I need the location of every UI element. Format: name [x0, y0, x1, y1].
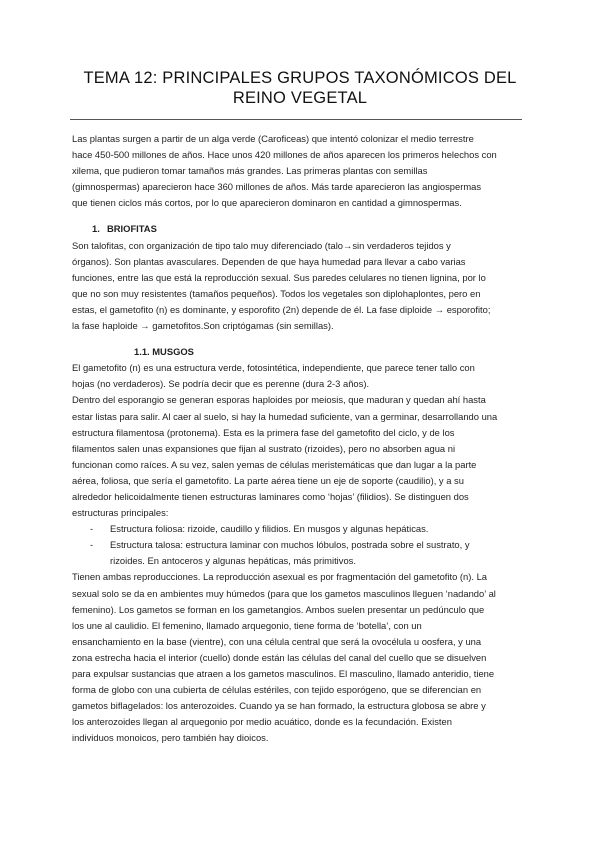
text-line: El gametofito (n) es una estructura verde, fotosintética, independiente, que parece tener tallo con: [72, 362, 475, 374]
text-line: zona estrecha hacia el interior (cuello) donde están las células del canal del cuello que se disuelven: [72, 651, 487, 663]
intro-paragraph: [72, 131, 530, 211]
title-divider: [70, 119, 522, 120]
page-title: [70, 68, 530, 108]
section-title: BRIOFITAS: [107, 223, 157, 235]
text-line: sexual solo se da en ambientes muy húmedos (para que los gametos masculinos lleguen ‘nadando’ al: [72, 587, 496, 599]
text-line: estructura filamentosa (protonema). Esta es la primera fase del gametofito del ciclo, y de los: [72, 426, 455, 438]
subsection-heading-musgos: 1.1. MUSGOS: [134, 346, 194, 358]
text-line: órganos). Son plantas avasculares. Dependen de que haya humedad para llevar a cabo varias: [72, 255, 466, 267]
briofitas-paragraph: [72, 238, 530, 335]
text-line: Estructura foliosa: rizoide, caudillo y filidios. En musgos y algunas hepáticas.: [110, 523, 429, 535]
text-line: estas, el gametofito (n) es dominante, y esporofito (2n) depende de él. La fase diploide → esporofito;: [72, 303, 491, 315]
text-line: los une al caulidio. El femenino, llamado arquegonio, tiene forma de ‘botella’, con un: [72, 619, 422, 631]
text-line: hojas (no verdaderos). Se podría decir que es perenne (dura 2-3 años).: [72, 378, 370, 390]
text-line: funcionan como raíces. A su vez, salen yemas de células meristemáticas que dan lugar a la parte: [72, 458, 477, 470]
text-line: la fase haploide → gametofitos.Son criptógamas (sin semillas).: [72, 320, 334, 332]
title-line: REINO VEGETAL: [232, 89, 368, 107]
text-line: ensanchamiento en la base (vientre), con una célula central que será la ovocélula u oosfera, y una: [72, 635, 482, 647]
title-line: TEMA 12: PRINCIPALES GRUPOS TAXONÓMICOS DEL: [83, 69, 517, 87]
text-line: xilema, que pudieron tomar tamaños más grandes. Las primeras plantas con semillas: [72, 165, 428, 177]
text-line: (gimnospermas) aparecieron hace 360 millones de años. Más tarde aparecieron las angiospermas: [72, 181, 482, 193]
text-line: individuos monoicos, pero también hay dioicos.: [72, 732, 269, 744]
text-line: Son talofitas, con organización de tipo talo muy diferenciado (talo→sin verdaderos tejidos y: [72, 239, 451, 251]
text-line: para expulsar sustancias que atraen a los gametos masculinos. El masculino, llamado anteridio, tiene: [72, 668, 495, 679]
text-line: los anterozoides llegan al arquegonio por medio acuático, donde es la fecundación. Existen: [72, 716, 452, 728]
text-line: alrededor helicoidalmente tienen estructuras laminares como ‘hojas’ (filidios). Se distinguen dos: [72, 490, 469, 502]
musgos-paragraph-a: [72, 360, 530, 521]
text-line: que tienen ciclos más cortos, por lo que aparecieron dominaron en cantidad a gimnospermas.: [72, 197, 462, 209]
section-heading-briofitas: [72, 221, 530, 237]
text-line: femenino). Los gametos se forman en los gametangios. Ambos suelen presentar un pedúnculo que: [72, 603, 485, 615]
list-item: [72, 537, 530, 569]
list-item: [72, 521, 530, 537]
bullet-dash: -: [90, 523, 94, 535]
text-line: Las plantas surgen a partir de un alga verde (Caroficeas) que intentó colonizar el medio terrestre: [72, 133, 474, 144]
text-line: hace 450-500 millones de años. Hace unos 420 millones de años aparecen los primeros helechos con: [72, 149, 497, 161]
text-line: Estructura talosa: estructura laminar con muchos lóbulos, postrada sobre el sustrato, y: [110, 539, 470, 551]
text-line: funciones, entre las que está la reproducción sexual. Sus paredes celulares no tienen lignina, por lo: [72, 271, 486, 283]
text-line: que no son muy resistentes (tamaños pequeños). Todos los vegetales son diplohaplontes, pero en: [72, 287, 481, 299]
text-line: gametos biflagelados: los anterozoides. Cuando ya se han formado, la estructura globosa se abre y: [72, 700, 486, 712]
text-line: filamentos salen unas expansiones que fijan al sustrato (rizoides), pero no absorben agua ni: [72, 442, 456, 454]
musgos-paragraph-b: [72, 569, 530, 746]
bullet-dash: -: [90, 539, 94, 551]
text-line: estar listas para salir. Al caer al suelo, si hay la humedad suficiente, van a germinar, desarrollando una: [72, 410, 498, 422]
text-line: rizoides. En antoceros y algunas hepáticas, más primitivos.: [110, 555, 356, 567]
text-line: Tienen ambas reproducciones. La reproducción asexual es por fragmentación del gametofito (n). La: [72, 571, 487, 583]
text-line: aérea, foliosa, que sería el gametofito. La parte aérea tiene un eje de soporte (caudilio), y a su: [72, 474, 464, 486]
text-line: Dentro del esporangio se generan esporas haploides por meiosis, que maduran y quedan ahí hasta: [72, 394, 486, 406]
structures-list: [72, 521, 530, 569]
text-line: forma de globo con una cubierta de células estériles, con tejido esporógeno, que se diferencian en: [72, 684, 482, 696]
section-number: 1.: [92, 223, 100, 235]
text-line: estructuras principales:: [72, 507, 169, 519]
document-body: [72, 131, 530, 746]
